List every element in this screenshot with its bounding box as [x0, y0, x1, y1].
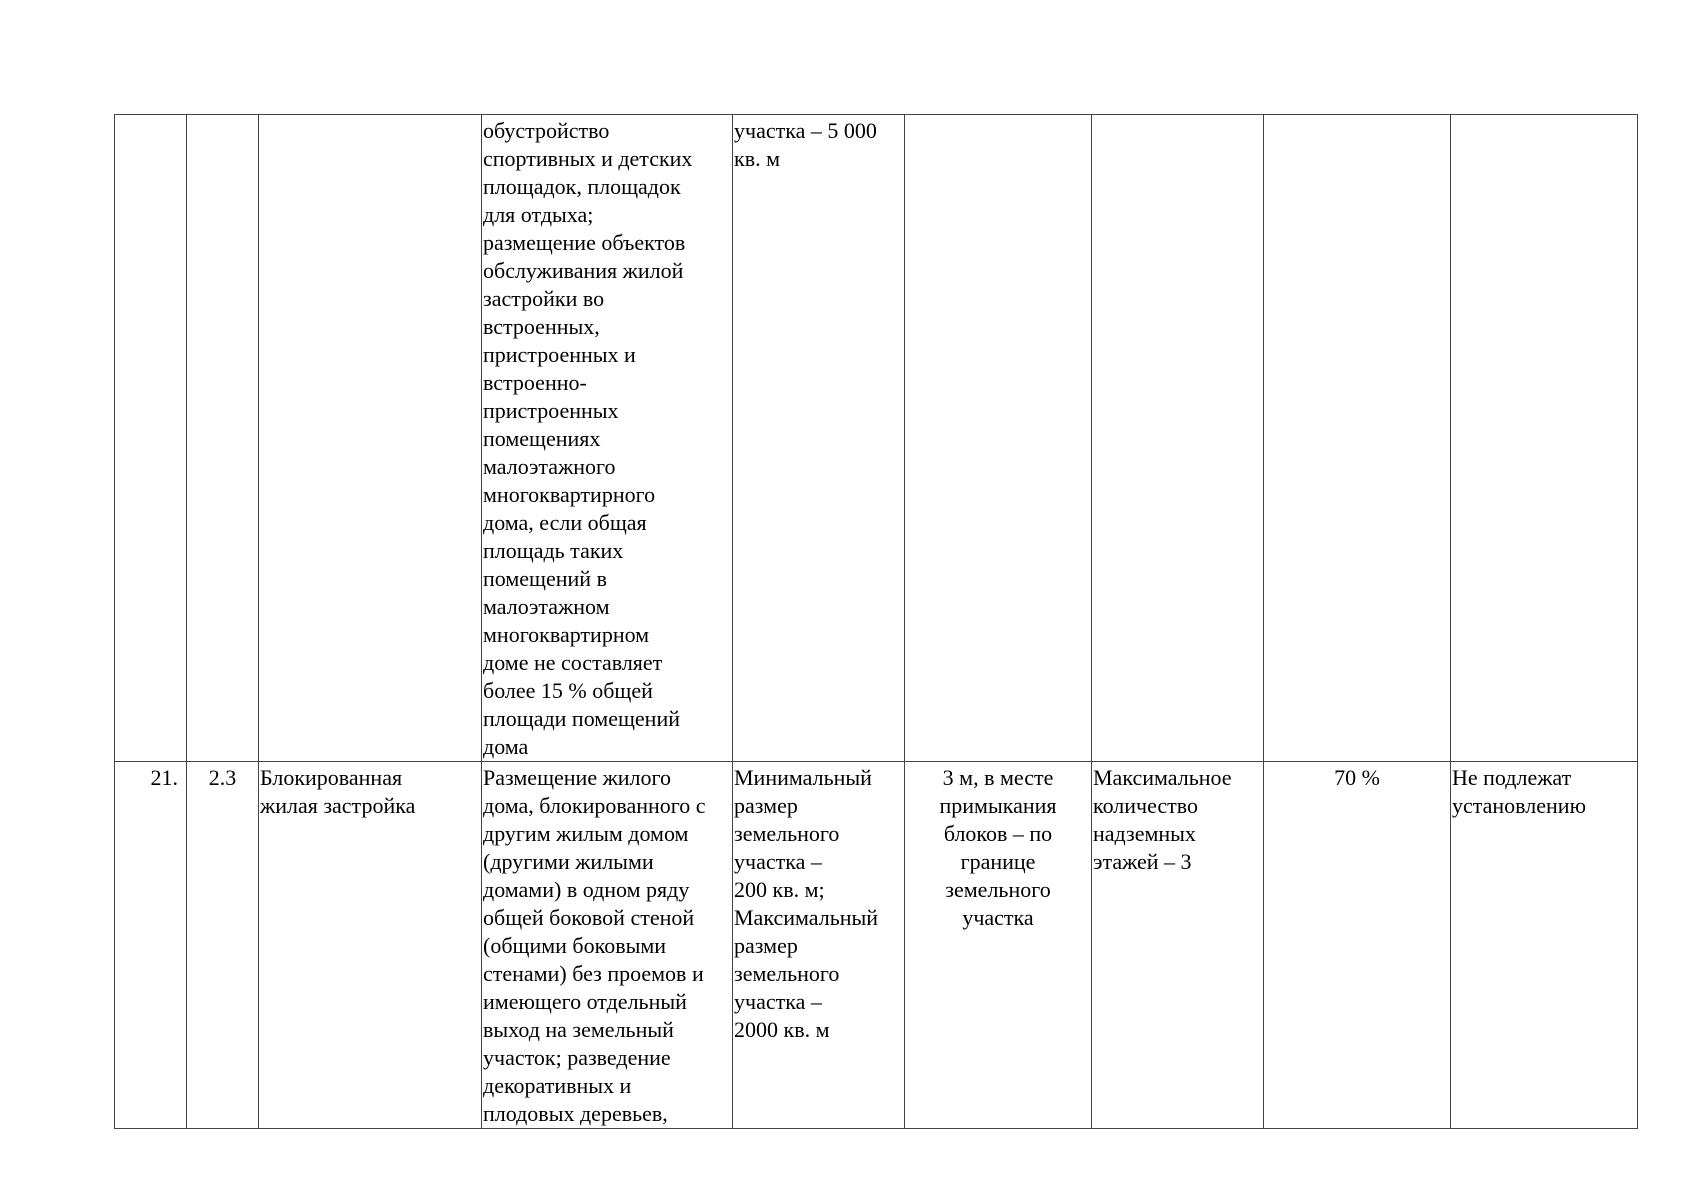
use-code-cell: 2.3: [187, 762, 259, 1129]
use-description-cell: Размещение жилого дома, блокированного с другим жилым домом (другими жилыми домами) в одном ряду общей боковой стеной (общими боковыми стенами) без проемов и имеющего отдельный выход на земельный участок; разведение декоративных и плодовых деревьев,: [482, 762, 733, 1129]
coverage-cell: 70 %: [1264, 762, 1451, 1129]
plot-size-cell: участка – 5 000 кв. м: [733, 115, 905, 762]
use-code-cell: [187, 115, 259, 762]
use-name-cell: Блокированная жилая застройка: [259, 762, 482, 1129]
plot-size-cell: Минимальный размер земельного участка – 200 кв. м; Максимальный размер земельного участка – 2000 кв. м: [733, 762, 905, 1129]
setback-cell: 3 м, в месте примыкания блоков – по границе земельного участка: [905, 762, 1092, 1129]
table-row: [115, 115, 1638, 762]
coverage-cell: [1264, 115, 1451, 762]
row-number-cell: [115, 115, 187, 762]
use-name-cell: [259, 115, 482, 762]
restrictions-cell: [1451, 115, 1638, 762]
use-description-cell: обустройство спортивных и детских площадок, площадок для отдыха; размещение объектов обслуживания жилой застройки во встроенных, пристроенных и встроенно- пристроенных помещениях малоэтажного многоквартирного дома, если общая площадь таких помещений в малоэтажном многоквартирном доме не составляет более 15 % общей площади помещений дома: [482, 115, 733, 762]
row-number-cell: 21.: [115, 762, 187, 1129]
floors-cell: [1092, 115, 1264, 762]
restrictions-cell: Не подлежат установлению: [1451, 762, 1638, 1129]
zoning-regulations-table: [114, 114, 1638, 1129]
table-row: [115, 762, 1638, 1129]
setback-cell: [905, 115, 1092, 762]
floors-cell: Максимальное количество надземных этажей – 3: [1092, 762, 1264, 1129]
